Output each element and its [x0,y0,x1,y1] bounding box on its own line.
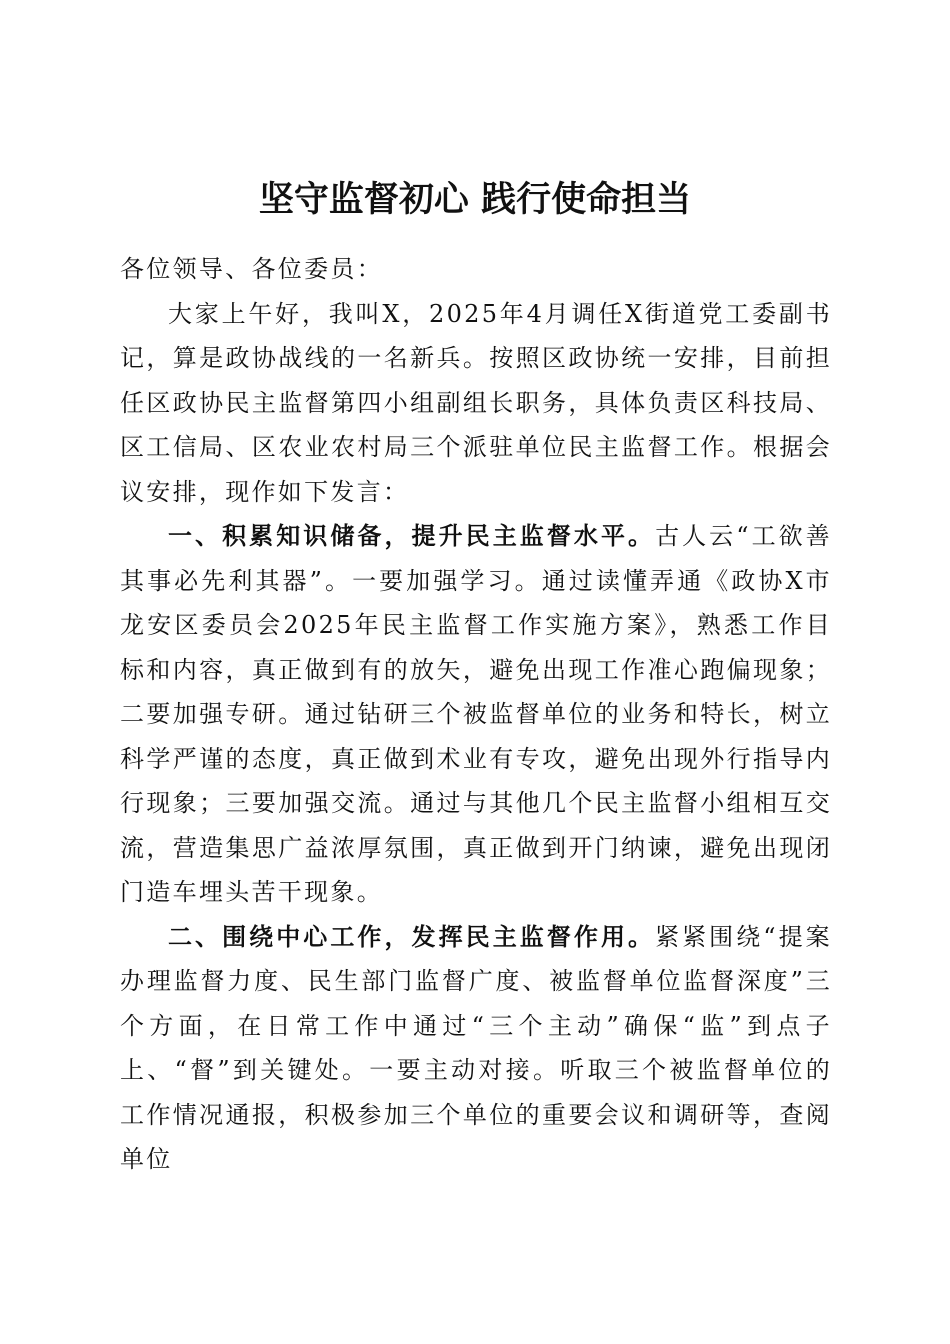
paragraph-section-2 [120,915,832,1182]
paragraph-text: 紧紧围绕“提案办理监督力度、民生部门监督广度、被监督单位监督深度”三个方面，在日常工作中通过“三个主动”确保“监”到点子上、“督”到关键处。一要主动对接。听取三个被监督单位的工作情况通报，积极参加三个单位的重要会议和调研等，查阅单位 [120,922,832,1173]
document-body [120,247,832,1182]
paragraph-text: 大家上午好，我叫X，2025年4月调任X街道党工委副书记，算是政协战线的一名新兵。按照区政协统一安排，目前担任区政协民主监督第四小组副组长职务，具体负责区科技局、区工信局、区农业农村局三个派驻单位民主监督工作。根据会议安排，现作如下发言： [120,299,832,506]
paragraph-text: 古人云“工欲善其事必先利其器”。一要加强学习。通过读懂弄通《政协X市龙安区委员会2025年民主监督工作实施方案》，熟悉工作目标和内容，真正做到有的放矢，避免出现工作准心跑偏现象；二要加强专研。通过钻研三个被监督单位的业务和特长，树立科学严谨的态度，真正做到术业有专攻，避免出现外行指导内行现象；三要加强交流。通过与其他几个民主监督小组相互交流，营造集思广益浓厚氛围，真正做到开门纳谏，避免出现闭门造车埋头苦干现象。 [120,522,832,906]
salutation: 各位领导、各位委员： [120,255,383,283]
section-heading: 二、围绕中心工作，发挥民主监督作用。 [168,922,656,951]
document-title: 坚守监督初心 践行使命担当 [258,180,692,220]
section-heading: 一、积累知识储备，提升民主监督水平。 [168,522,656,550]
paragraph-intro [120,292,832,515]
paragraph-section-1 [120,514,832,915]
